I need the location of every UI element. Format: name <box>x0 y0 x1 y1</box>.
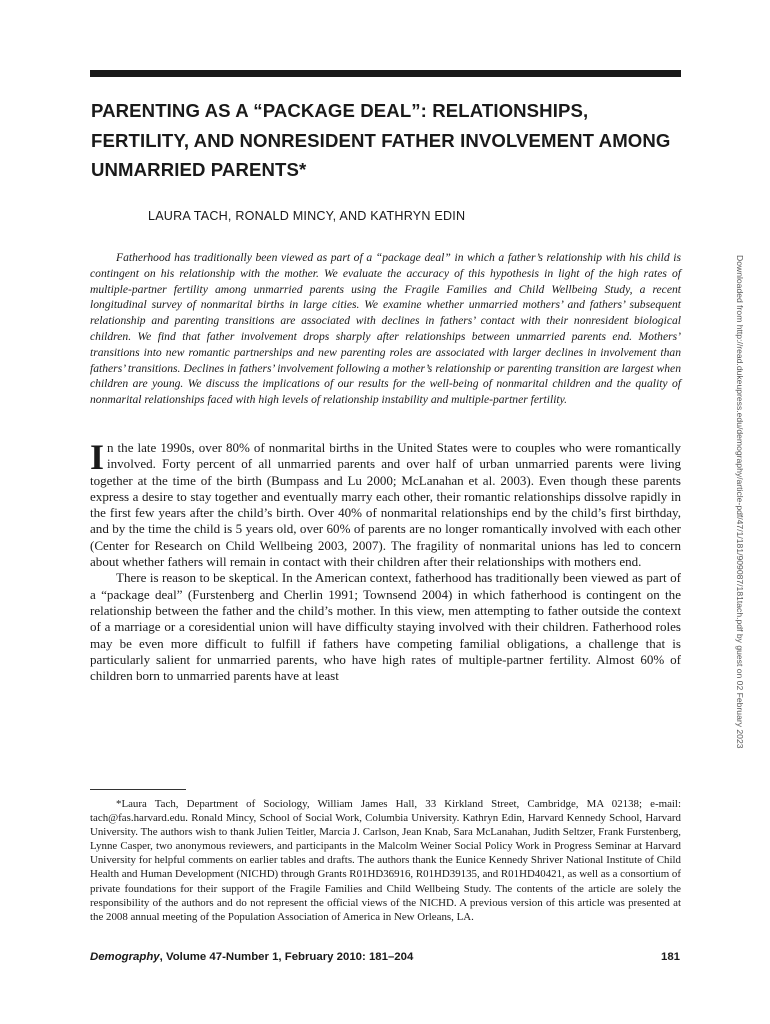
article-authors: LAURA TACH, RONALD MINCY, AND KATHRYN EDIN <box>148 209 466 223</box>
watermark-text: Downloaded from http://read.dukeupress.edu/demography/article-pdf/47/1/181/909087/181tach.pdf by guest on 02 February 2023 <box>735 255 745 749</box>
footnote-rule <box>90 789 186 790</box>
body-text <box>90 437 681 684</box>
abstract: Fatherhood has traditionally been viewed as part of a “package deal” in which a father’s relationship with his child is contingent on his relationship with the mother. We evaluate the accuracy of this hypothesis in light of the high rates of multiple-partner fertility among unmarried parents using the Fragile Families and Child Wellbeing Study, a recent longitudinal survey of nonmarital births in large cities. We examine whether unmarried mothers’ and fathers’ subsequent relationship and parenting transitions are associated with declines in fathers’ contact with their nonresident biological children. We find that father involvement drops sharply after relationships between unmarried parents end. Mothers’ transitions into new romantic partnerships and new parenting roles are associated with larger declines in involvement than fathers’ transitions. Declines in fathers’ involvement following a mother’s relationship or parenting transition are largest when children are young. We discuss the implications of our results for the well-being of nonmarital children and the quality of nonmarital relationships faced with high levels of relationship instability and multiple-partner fertility. <box>90 251 681 407</box>
paragraph-2: There is reason to be skeptical. In the American context, fatherhood has traditionally been viewed as part of a “package deal” (Furstenberg and Cherlin 1991; Townsend 2004) in which fatherhood is contingent on the relationship between the father and the child’s mother. In this view, men attempting to father outside the context of a marriage or a coresidential union will have difficulty staying involved with their children. Fatherhood roles may be even more difficult to fulfill if fathers have competing familial obligations, a challenge that is particularly salient for unmarried parents, who have high rates of multiple-partner fertility. Almost 60% of children born to unmarried parents have at least <box>90 570 681 684</box>
page-number: 181 <box>660 951 680 963</box>
footnote: *Laura Tach, Department of Sociology, William James Hall, 33 Kirkland Street, Cambridge, MA 02138; e-mail: tach@fas.harvard.edu. Ronald Mincy, School of Social Work, Columbia University. Kathryn Edin, Harvard Kennedy School, Harvard University. The authors wish to thank Julien Teitler, Marcia J. Carlson, Jean Knab, Sara McLanahan, Judith Seltzer, Frank Furstenberg, Lynne Casper, two anonymous reviewers, and participants in the Malcolm Weiner Social Policy Work in Progress Seminar at Harvard University for helpful comments on earlier tables and drafts. The authors thank the Eunice Kennedy Shriver National Institute of Child Health and Human Development (NICHD) through Grants R01HD36916, R01HD39135, and R01HD40421, as well as a consortium of private foundations for their support of the Fragile Families and Child Wellbeing Study. The contents of the article are solely the responsibility of the authors and do not represent the official views of the NICHD. A previous version of this article was presented at the 2008 annual meeting of the Population Association of America in New Orleans, LA. <box>90 798 681 923</box>
journal-issue: , Volume 47-Number 1, February 2010: 181–204 <box>159 951 414 963</box>
article-title: PARENTING AS A “PACKAGE DEAL”: RELATIONSHIPS, FERTILITY, AND NONRESIDENT FATHER INVOLVEMENT AMONG UNMARRIED PARENTS* <box>91 100 671 180</box>
download-watermark <box>732 255 746 770</box>
journal-name: Demography <box>90 951 160 963</box>
paragraph-1-text: n the late 1990s, over 80% of nonmarital births in the United States were to couples who were romantically involved. Forty percent of all unmarried parents and over half of urban unmarried parents were living together at the time of the birth (Bumpass and Lu 2000; McLanahan et al. 2003). Even though these parents express a desire to stay together and eventually marry each other, their romantic relationships dissolve rapidly in the first few years after the child’s birth. Over 40% of nonmarital relationships end by the child’s first birthday, and by the time the child is 5 years old, over 60% of parents are no longer romantically involved with each other (Center for Research on Child Wellbeing 2003, 2007). The fragility of nonmarital unions has led to concern about whether fathers will remain in contact with their children after their relationships with mothers end. <box>90 440 681 570</box>
dropcap: I <box>90 437 105 477</box>
paragraph-1 <box>90 437 681 570</box>
journal-citation <box>90 951 413 963</box>
top-rule <box>90 70 681 77</box>
